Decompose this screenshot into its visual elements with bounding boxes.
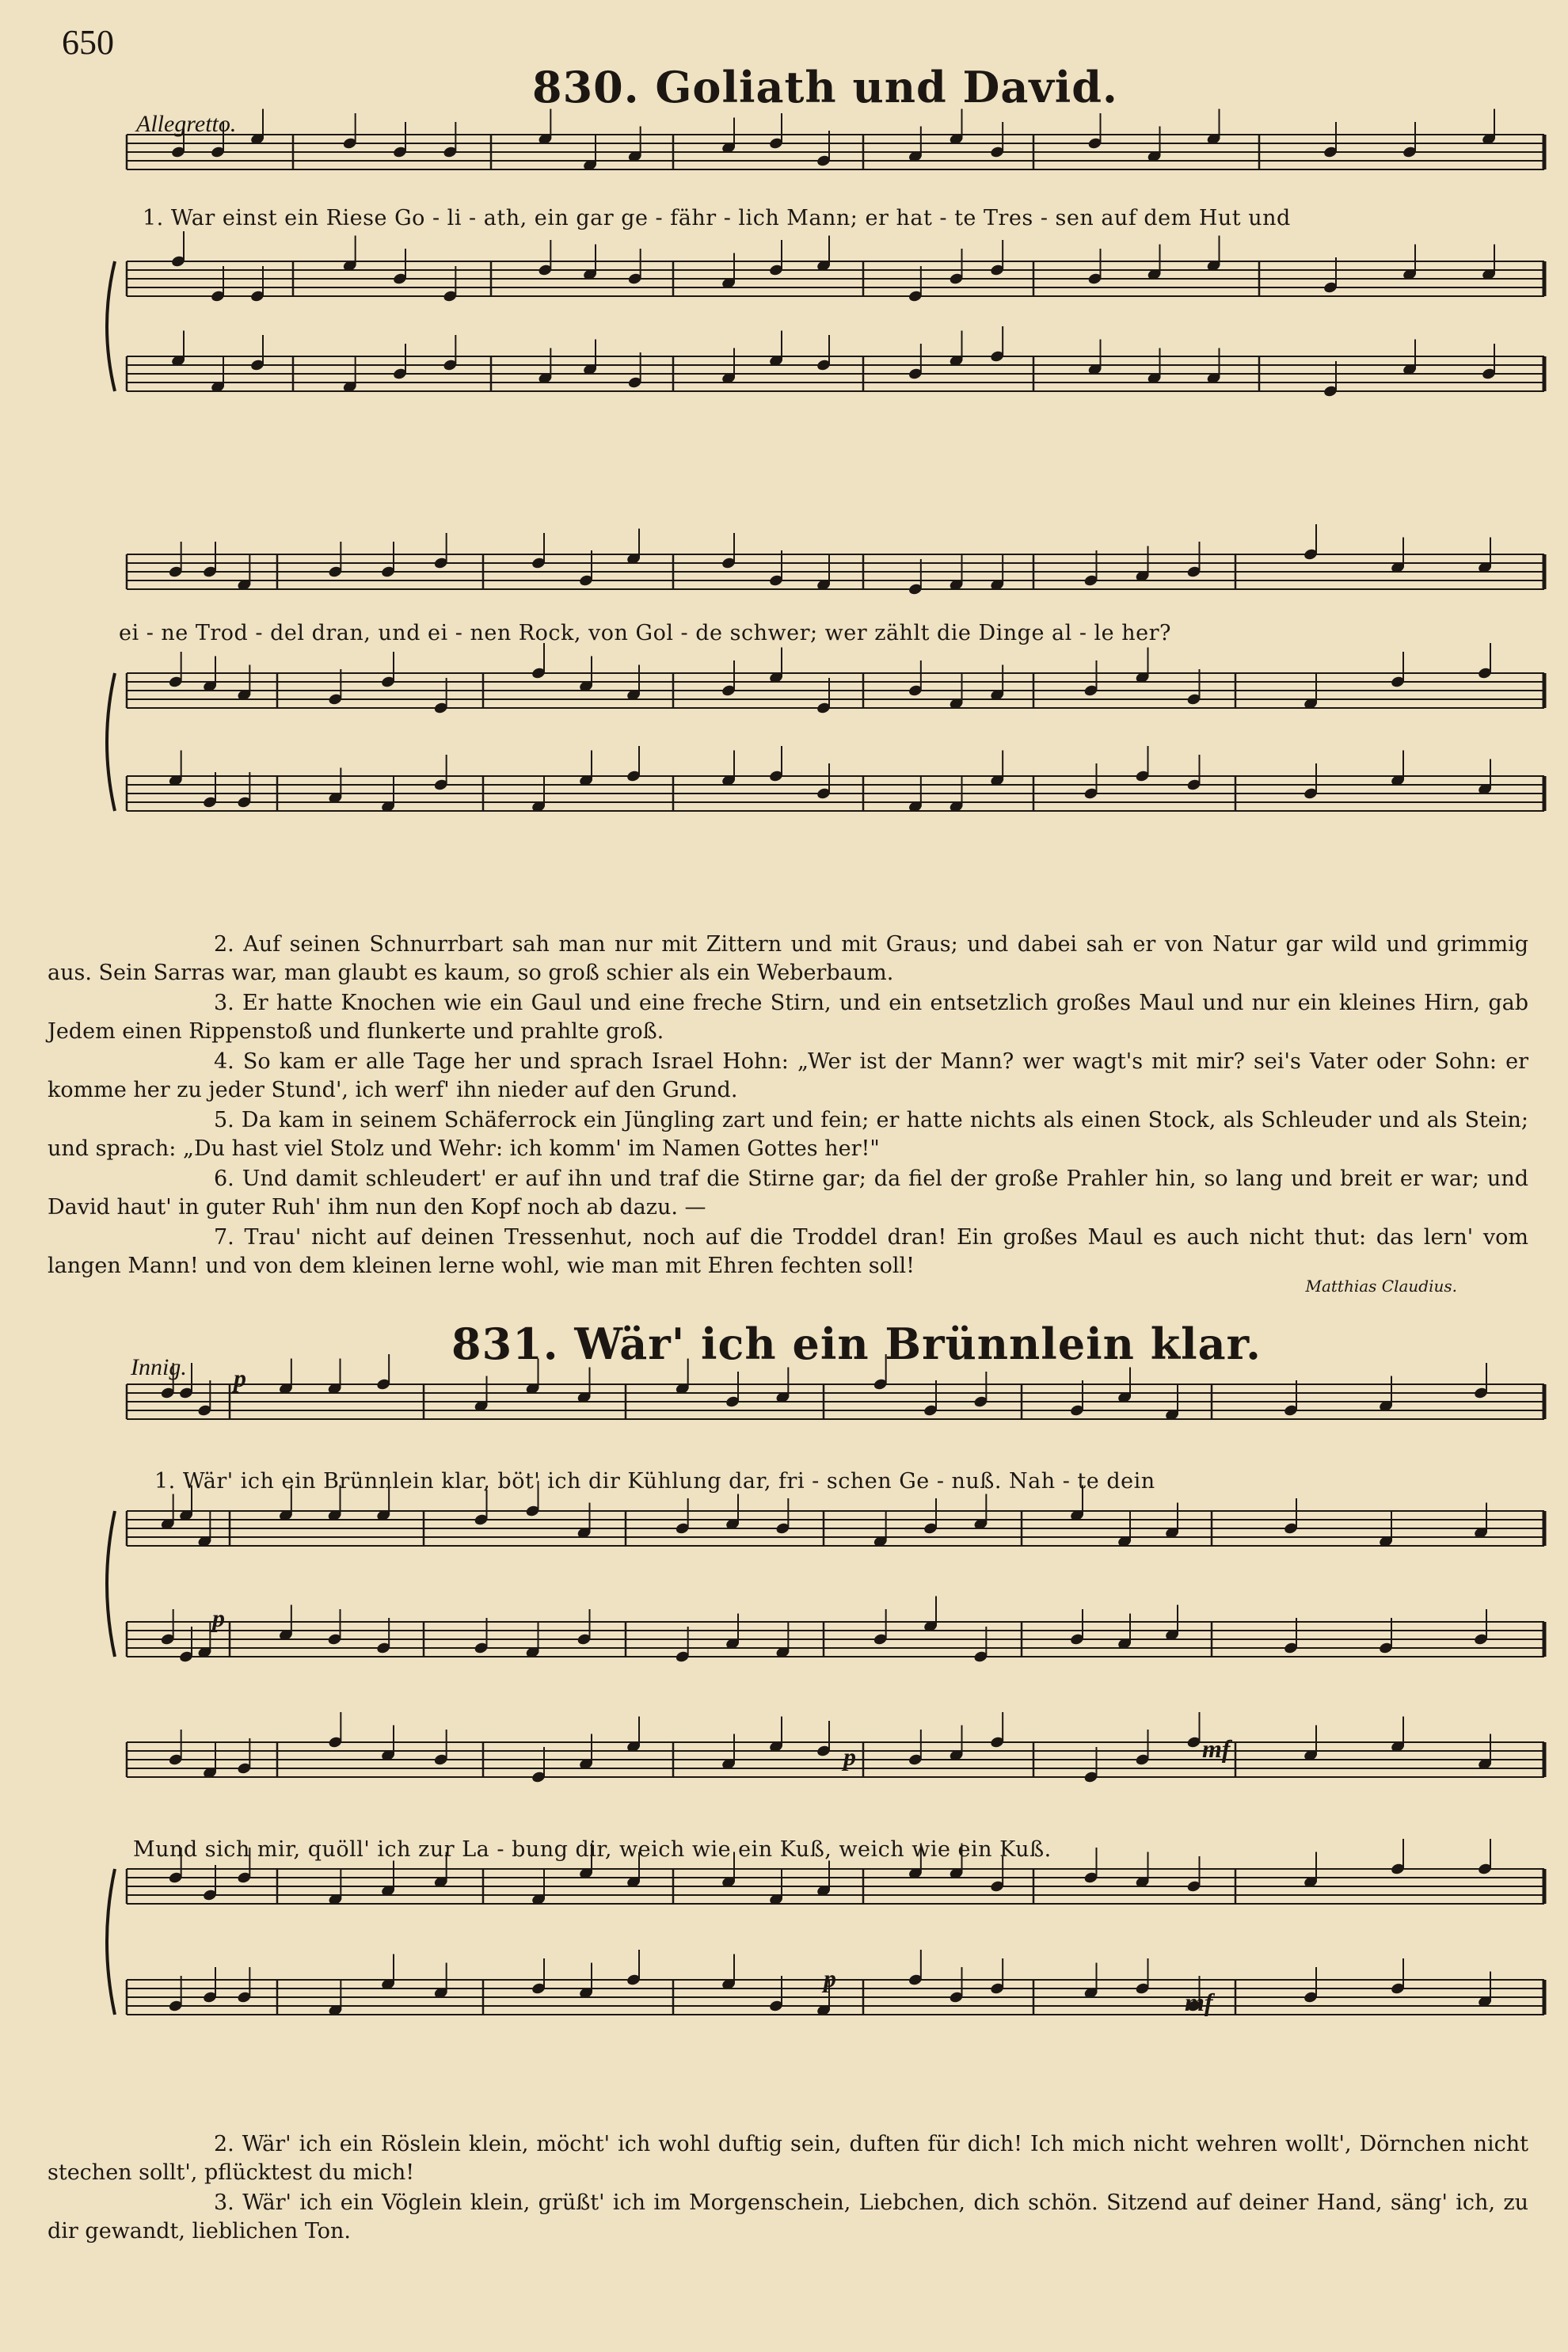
song-830-system-2-staves <box>71 554 1544 919</box>
song-830-lyrics-line-1: 1. War einst ein Riese Go - li - ath, ein gar ge - fähr - lich Mann; er hat - te Tres - sen auf dem Hut und <box>143 206 1291 230</box>
dynamic-mezzo-forte: mf <box>1202 1734 1231 1763</box>
song-831-system-2 <box>71 1742 1544 2107</box>
stanza: 3. Er hatte Knochen wie ein Gaul und eine freche Stirn, und ein entsetzlich großes Maul und nur ein kleines Hirn, gab Jedem einen Rippenstoß und flunkerte und prahlte groß. <box>48 991 1528 1044</box>
song-831-system-2-staves <box>71 1742 1544 2107</box>
dynamic-piano: p <box>824 1964 836 1992</box>
dynamic-piano: p <box>212 1604 225 1632</box>
song-830-attribution: Matthias Claudius. <box>1305 1277 1457 1296</box>
dynamic-mezzo-forte: mf <box>1185 1988 1213 2016</box>
stanza: 7. Trau' nicht auf deinen Tressenhut, noch auf die Troddel dran! Ein großes Maul es auch nicht thut: das lern' vom langen Mann! und von dem kleinen lerne wohl, wie man mit Ehren fechten soll! <box>48 1225 1528 1278</box>
stanza: 3. Wär' ich ein Vöglein klein, grüßt' ich im Morgenschein, Liebchen, dich schön. Sitzend auf deiner Hand, säng' ich, zu dir gewandt, lieblichen Ton. <box>48 2190 1528 2244</box>
stanza: 4. So kam er alle Tage her und sprach Israel Hohn: „Wer ist der Mann? wer wagt's mit mir? sei's Vater oder Sohn: er komme her zu jeder Stund', ich werf' ihn nieder auf den Grund. <box>48 1049 1528 1102</box>
stanza: 5. Da kam in seinem Schäferrock ein Jüngling zart und fein; er hatte nichts als einen Stock, als Schleuder und als Stein; und sprach: „Du hast viel Stolz und Wehr: ich komm' im Namen Gottes her!" <box>48 1108 1528 1161</box>
song-830-title: 830. Goliath und David. <box>532 62 1118 112</box>
song-831-stanzas <box>48 2130 1528 2247</box>
stanza: 2. Auf seinen Schnurrbart sah man nur mit Zittern und mit Graus; und dabei sah er von Natur gar wild und grimmig aus. Sein Sarras war, man glaubt es kaum, so groß schier als ein Weberbaum. <box>48 932 1528 985</box>
stanza: 6. Und damit schleudert' er auf ihn und traf die Stirne gar; da fiel der große Prahler hin, so lang und breit er war; und David haut' in guter Ruh' ihm nun den Kopf noch ab dazu. — <box>48 1166 1528 1220</box>
song-830-system-1-staves <box>71 135 1544 546</box>
song-831-tempo: Innig. <box>131 1354 187 1380</box>
song-831-lyrics-line-2: Mund sich mir, quöll' ich zur La - bung dir, weich wie ein Kuß, weich wie ein Kuß. <box>133 1837 1052 1862</box>
dynamic-piano: p <box>843 1742 856 1771</box>
page-number: 650 <box>62 23 114 62</box>
piano-brace <box>107 1511 115 1657</box>
song-830-system-2 <box>71 554 1544 919</box>
song-830-stanzas <box>48 931 1528 1282</box>
dynamic-piano: p <box>234 1364 246 1392</box>
piano-brace <box>107 261 115 391</box>
song-830-system-1 <box>71 135 1544 546</box>
piano-brace <box>107 673 115 811</box>
song-830-tempo: Allegretto. <box>136 111 237 137</box>
song-831-title: 831. Wär' ich ein Brünnlein klar. <box>451 1319 1262 1369</box>
song-830-lyrics-line-2: ei - ne Trod - del dran, und ei - nen Rock, von Gol - de schwer; wer zählt die Dinge al - le her? <box>119 621 1171 645</box>
song-831-system-1-staves <box>71 1384 1544 1733</box>
song-831-system-1 <box>71 1384 1544 1733</box>
stanza: 2. Wär' ich ein Röslein klein, möcht' ich wohl duftig sein, duften für dich! Ich mich nicht wehren wollt', Dörnchen nicht stechen sollt', pflücktest du mich! <box>48 2132 1528 2185</box>
song-831-lyrics-line-1: 1. Wär' ich ein Brünnlein klar, böt' ich dir Kühlung dar, fri - schen Ge - nuß. Nah - te dein <box>154 1469 1155 1494</box>
piano-brace <box>107 1869 115 2015</box>
